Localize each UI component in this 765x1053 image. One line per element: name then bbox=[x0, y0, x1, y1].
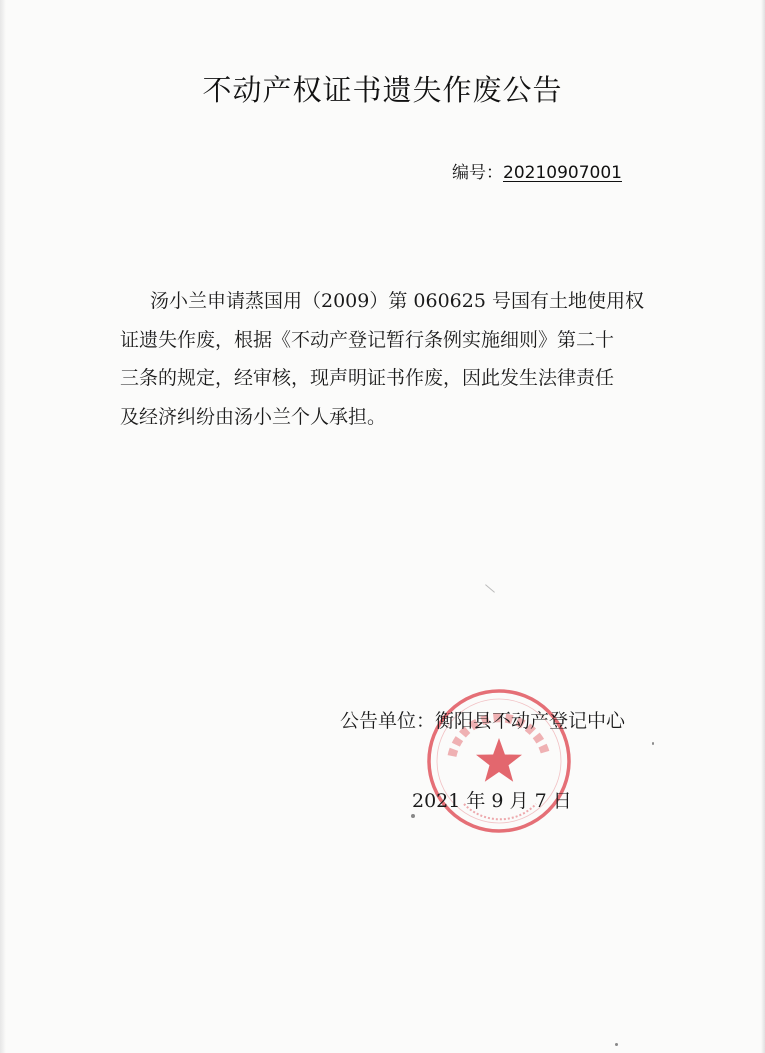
issue-date: 2021 年 9 月 7 日 bbox=[412, 790, 572, 812]
scan-speck bbox=[652, 742, 654, 745]
scan-speck bbox=[411, 814, 415, 818]
scan-mark bbox=[485, 584, 495, 592]
issuer-line: 公告单位：衡阳县不动产登记中心 bbox=[340, 710, 626, 732]
scan-edge-right bbox=[761, 0, 765, 1053]
scan-speck bbox=[615, 1043, 618, 1046]
serial-line bbox=[452, 158, 622, 183]
document-title: 不动产权证书遗失作废公告 bbox=[202, 73, 563, 107]
body-line: 证遗失作废，根据《不动产登记暂行条例实施细则》第二十 bbox=[120, 328, 615, 351]
serial-number: 20210907001 bbox=[503, 163, 622, 183]
serial-label: 编号： bbox=[452, 163, 503, 183]
notice-body bbox=[120, 282, 650, 436]
scan-edge-left bbox=[0, 0, 6, 1053]
body-line: 汤小兰申请蒸国用（2009）第 060625 号国有土地使用权 bbox=[150, 290, 644, 312]
body-line: 三条的规定，经审核，现声明证书作废，因此发生法律责任 bbox=[120, 367, 615, 389]
star-icon bbox=[476, 738, 522, 782]
body-line: 及经济纠纷由汤小兰个人承担。 bbox=[120, 405, 387, 428]
